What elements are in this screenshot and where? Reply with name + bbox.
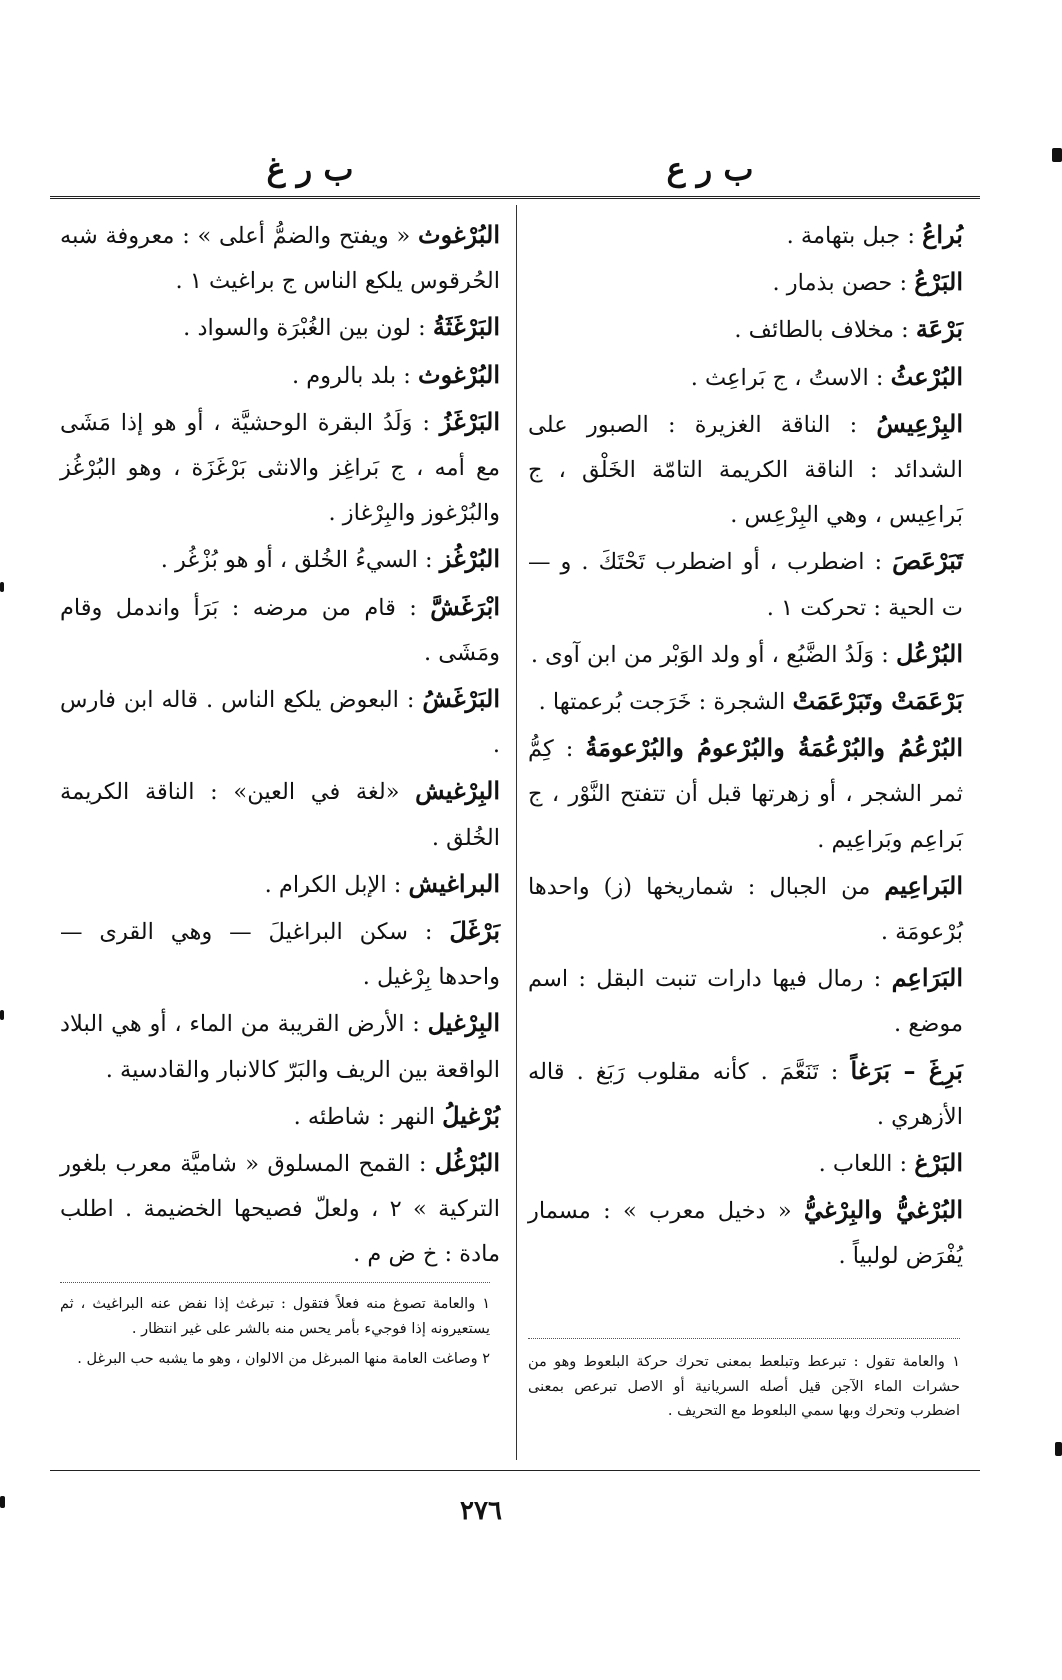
entry-definition: : رمال فيها دارات تنبت البقل : اسم موضع . bbox=[528, 966, 963, 1038]
entry-headword: تَبَرْعَصَ bbox=[892, 546, 963, 576]
entry-definition: : الإبل الكرام . bbox=[264, 871, 409, 898]
footnote: ١ والعامة تقول : تبرعط وتبلعط بمعنى تحرك حركة البلعوط وهو من حشرات الماء الآجن قيل أصله السريانية أو الاصل تبرعص بمعنى اضطرب وتحرك وبها سمي البلعوط مع التحريف . bbox=[528, 1354, 960, 1419]
scan-mark bbox=[1052, 148, 1062, 162]
dictionary-entry bbox=[528, 306, 963, 353]
dictionary-entry bbox=[528, 1140, 963, 1187]
entry-headword: البُرْغوث bbox=[417, 359, 500, 389]
entry-headword: البراغيش bbox=[408, 868, 500, 898]
entry-definition: : وَلَدُ الضَّبُع ، أو ولد الوَبْر من ابن آوى . bbox=[530, 641, 897, 668]
entry-headword: البِرْعِيسُ bbox=[876, 408, 963, 438]
dictionary-entry bbox=[60, 536, 500, 583]
entry-headword: البَرْغَشُ bbox=[422, 684, 500, 714]
entry-headword: البَرْغ bbox=[914, 1148, 963, 1178]
entry-definition: : لون بين الغُبْرَة والسواد . bbox=[183, 315, 433, 342]
dictionary-entry bbox=[528, 354, 963, 401]
dictionary-entry bbox=[528, 678, 963, 725]
scan-mark bbox=[0, 582, 4, 592]
dictionary-entry bbox=[528, 538, 963, 630]
dictionary-entry bbox=[528, 863, 963, 955]
dictionary-entry bbox=[528, 631, 963, 678]
bottom-rule bbox=[50, 1470, 980, 1471]
dictionary-entry bbox=[60, 1140, 500, 1278]
entry-definition: : البعوض يلكع الناس . قاله ابن فارس . bbox=[60, 687, 500, 759]
dictionary-entry bbox=[60, 908, 500, 1000]
dictionary-entry bbox=[528, 212, 963, 259]
right-footnotes bbox=[528, 1350, 960, 1430]
dictionary-entry bbox=[528, 1187, 963, 1279]
footnote-rule bbox=[60, 1282, 490, 1283]
entry-headword: بُراعُ bbox=[922, 220, 963, 249]
header-rule bbox=[50, 196, 980, 199]
entry-definition: : حصن بذمار . bbox=[772, 270, 915, 297]
entry-definition: «لغة في العين» : الناقة الكريمة الخُلق . bbox=[60, 779, 500, 851]
page-number: ٢٧٦ bbox=[460, 1496, 502, 1526]
entry-headword: البُرْغُل bbox=[434, 1148, 500, 1178]
entry-headword: البِرْغيش bbox=[415, 776, 500, 806]
entry-definition: : سكن البراغيلَ — وهي القرى — واحدها بِرْغيل . bbox=[60, 919, 500, 991]
entry-definition: : قام من مرضه : بَرَأ واندمل وقام ومَشَى . bbox=[60, 594, 500, 666]
entry-definition: : بلد بالروم . bbox=[291, 362, 418, 389]
footnote: ١ والعامة تصوغ منه فعلاً فتقول : تبرغث إذا نفض عنه البراغيث ، ثم يستعيرونه إذا فوجيء بأمر يحس منه بالشر على غير انتظار . bbox=[60, 1296, 490, 1337]
entry-headword: بَرْغَلَ bbox=[449, 916, 500, 946]
entry-definition: : الناقة الغزيرة : الصبور على الشدائد : الناقة الكريمة التامّة الخَلْق ، ج بَراعِيس ، وهي البِرْعِس . bbox=[528, 411, 963, 529]
left-column-header: ب ر غ bbox=[266, 150, 354, 188]
dictionary-entry bbox=[60, 1093, 500, 1140]
entry-definition: : الاستُ ، ج بَراعِث . bbox=[690, 364, 891, 391]
entry-headword: بَرْعَة bbox=[915, 314, 963, 344]
entry-headword: البَراعِيم bbox=[884, 870, 963, 900]
entry-headword: البَرْغَزُ bbox=[439, 406, 500, 436]
entry-definition: : وَلَدُ البقرة الوحشيَّة ، أو هو إذا مَشَى مع أمه ، ج بَراغِز والانثى بَرْغَزَة ، وهو البُرْغُز والبُرْغوز والبِرْغاز . bbox=[60, 409, 500, 527]
entry-definition: النهر : شاطئه . bbox=[293, 1103, 443, 1130]
entry-definition: : السيءُ الخُلق ، أو هو بُزْغُر . bbox=[160, 547, 440, 574]
entry-definition: : اللعاب . bbox=[818, 1151, 915, 1178]
dictionary-entry bbox=[528, 401, 963, 539]
entry-definition: : تَنَعَّمَ . كأنه مقلوب رَبَغ . قاله الأزهري . bbox=[528, 1058, 963, 1130]
entry-definition: « ويفتح والضمُّ أعلى » : معروفة شبه الحُرقوس يلكع الناس ج براغيث ١ . bbox=[60, 223, 500, 295]
dictionary-entry bbox=[528, 955, 963, 1047]
entry-definition: : مخلاف بالطائف . bbox=[734, 317, 916, 344]
entry-headword: ابْرَغَشَّ bbox=[430, 591, 500, 621]
entry-headword: بَرْعَمَتْ وتَبَرْعَمَتْ bbox=[792, 686, 963, 716]
entry-definition: من الجبال : شماريخها (ز) واحدها بُرْعومَة . bbox=[528, 873, 963, 946]
dictionary-entry bbox=[528, 725, 963, 863]
entry-headword: البَرَاعِم bbox=[891, 963, 963, 993]
dictionary-entry bbox=[528, 259, 963, 306]
footnote-rule bbox=[528, 1338, 960, 1339]
entry-definition: : اضطرب ، أو اضطرب تَحْتَكَ . و — ت الحية : تحركت ١ . bbox=[528, 549, 963, 621]
dictionary-entry bbox=[60, 1000, 500, 1092]
dictionary-entry bbox=[60, 584, 500, 676]
left-column bbox=[60, 212, 500, 1278]
dictionary-entry bbox=[60, 861, 500, 908]
dictionary-entry bbox=[60, 212, 500, 304]
entry-headword: البَرْعُ bbox=[914, 267, 963, 297]
entry-definition: الشجرة : خَرَجت بُرعمتها . bbox=[538, 689, 793, 716]
left-footnotes bbox=[60, 1292, 490, 1378]
dictionary-entry bbox=[528, 1048, 963, 1140]
scan-mark bbox=[1055, 1442, 1062, 1456]
dictionary-entry bbox=[60, 676, 500, 768]
right-column bbox=[528, 212, 963, 1280]
entry-headword: البُرْعُمُ والبُرْعُمَةُ والبُرْعومُ والبُرْعومَةُ bbox=[585, 733, 963, 763]
scan-mark bbox=[0, 1496, 5, 1508]
dictionary-entry bbox=[60, 768, 500, 860]
dictionary-entry bbox=[60, 304, 500, 351]
entry-headword: البِرْغيل bbox=[427, 1008, 500, 1038]
entry-headword: البُرْغُز bbox=[439, 544, 500, 574]
dictionary-entry bbox=[60, 352, 500, 399]
entry-headword: البَرْغَثَةُ bbox=[432, 312, 500, 342]
right-column-header: ب ر ع bbox=[666, 150, 754, 188]
entry-headword: بَرِغَ – بَرَغاً bbox=[850, 1055, 963, 1085]
dictionary-entry bbox=[60, 399, 500, 537]
entry-headword: البُرْغيُّ والبِرْغيُّ bbox=[803, 1195, 963, 1225]
entry-headword: بُرْغيلُ bbox=[442, 1100, 500, 1130]
column-divider bbox=[516, 205, 517, 1460]
entry-headword: البُرْعثُ bbox=[890, 361, 963, 391]
scan-mark bbox=[0, 1010, 4, 1020]
entry-definition: : القمح المسلوق « شاميَّة معرب بلغور التركية » ٢ ، ولعلّ فصيحها الخضيمة . اطلب مادة : خ ض م . bbox=[60, 1151, 500, 1268]
entry-headword: البُرْغوث bbox=[417, 220, 500, 249]
entry-definition: : الأرض القريبة من الماء ، أو هي البلاد الواقعة بين الريف والبَرّ كالانبار والقادسية . bbox=[60, 1011, 500, 1083]
entry-headword: البُرْعُل bbox=[896, 638, 963, 668]
entry-definition: « دخيل معرب » : مسمار يُفْرَض لولبياً . bbox=[528, 1198, 963, 1270]
footnote: ٢ وصاغت العامة منها المبرغل من الالوان ، وهو ما يشبه حب البرغل . bbox=[77, 1351, 490, 1367]
entry-definition: : كِمُّ ثمر الشجر ، أو زهرتها قبل أن تتفتح النَّوْر ، ج بَراعِم وبَراعِيم . bbox=[528, 736, 963, 853]
entry-definition: : جبل بتهامة . bbox=[786, 223, 923, 249]
